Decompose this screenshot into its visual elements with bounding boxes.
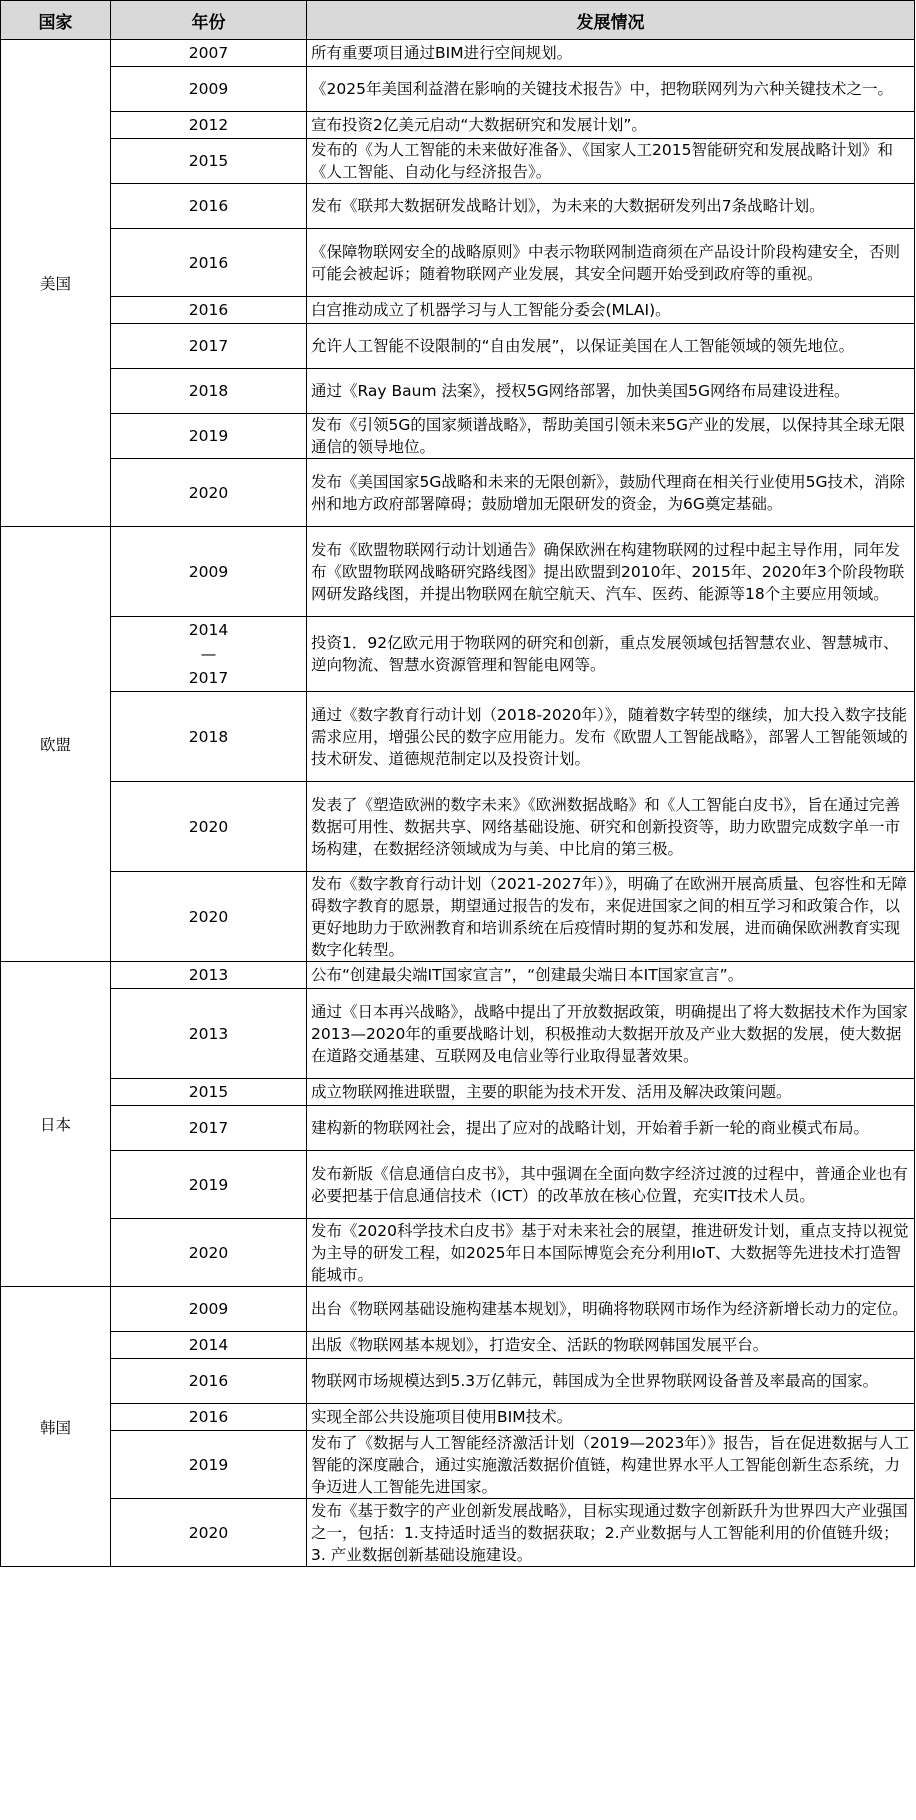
table-row [1, 1359, 915, 1404]
year-cell: 2017 [111, 1106, 307, 1151]
year-cell: 2012 [111, 112, 307, 139]
year-cell: 2020 [111, 782, 307, 872]
header-description: 发展情况 [307, 1, 915, 40]
table-row [1, 1079, 915, 1106]
description-cell: 成立物联网推进联盟，主要的职能为技术开发、活用及解决政策问题。 [307, 1079, 915, 1106]
description-cell: 发表了《塑造欧洲的数字未来》《欧洲数据战略》和《人工智能白皮书》，旨在通过完善数据可用性、数据共享、网络基础设施、研究和创新投资等，助力欧盟完成数字单一市场构建，在数据经济领域成为与美、中比肩的第三极。 [307, 782, 915, 872]
table-row [1, 40, 915, 67]
year-cell: 2016 [111, 297, 307, 324]
table-row [1, 1219, 915, 1287]
table-row [1, 527, 915, 617]
year-cell: 2017 [111, 324, 307, 369]
description-cell: 建构新的物联网社会，提出了应对的战略计划，开始着手新一轮的商业模式布局。 [307, 1106, 915, 1151]
description-cell: 《2025年美国利益潜在影响的关键技术报告》中，把物联网列为六种关键技术之一。 [307, 67, 915, 112]
year-cell: 2016 [111, 184, 307, 229]
table-body [1, 40, 915, 1567]
country-cell: 美国 [1, 40, 111, 527]
description-cell: 实现全部公共设施项目使用BIM技术。 [307, 1404, 915, 1431]
description-cell: 出台《物联网基础设施构建基本规划》，明确将物联网市场作为经济新增长动力的定位。 [307, 1287, 915, 1332]
header-country: 国家 [1, 1, 111, 40]
year-cell: 2019 [111, 1431, 307, 1499]
header-row [1, 1, 915, 40]
table-row [1, 1287, 915, 1332]
description-cell: 发布《美国国家5G战略和未来的无限创新》，鼓励代理商在相关行业使用5G技术，消除州和地方政府部署障碍；鼓励增加无限研发的资金，为6G奠定基础。 [307, 459, 915, 527]
description-cell: 通过《日本再兴战略》，战略中提出了开放数据政策，明确提出了将大数据技术作为国家2013—2020年的重要战略计划，积极推动大数据开放及产业大数据的发展，使大数据在道路交通基建、互联网及电信业等行业取得显著效果。 [307, 989, 915, 1079]
description-cell: 发布新版《信息通信白皮书》，其中强调在全面向数字经济过渡的过程中，普通企业也有必要把基于信息通信技术（ICT）的改革放在核心位置，充实IT技术人员。 [307, 1151, 915, 1219]
description-cell: 发布《欧盟物联网行动计划通告》确保欧洲在构建物联网的过程中起主导作用，同年发布《欧盟物联网战略研究路线图》提出欧盟到2010年、2015年、2020年3个阶段物联网研发路线图，并提出物联网在航空航天、汽车、医药、能源等18个主要应用领域。 [307, 527, 915, 617]
description-cell: 发布了《数据与人工智能经济激活计划（2019—2023年）》报告，旨在促进数据与人工智能的深度融合，通过实施激活数据价值链，构建世界水平人工智能创新生态系统，力争迈进人工智能先进国家。 [307, 1431, 915, 1499]
table-row [1, 1499, 915, 1567]
table-row [1, 989, 915, 1079]
year-cell: 2014 [111, 1332, 307, 1359]
year-cell: 2015 [111, 139, 307, 184]
country-cell: 欧盟 [1, 527, 111, 962]
table-row [1, 1332, 915, 1359]
table-row [1, 617, 915, 692]
description-cell: 发布的《为人工智能的未来做好准备》、《国家人工2015智能研究和发展战略计划》和《人工智能、自动化与经济报告》。 [307, 139, 915, 184]
description-cell: 宣布投资2亿美元启动“大数据研究和发展计划”。 [307, 112, 915, 139]
year-cell: 2020 [111, 459, 307, 527]
table-row [1, 184, 915, 229]
description-cell: 通过《数字教育行动计划（2018-2020年）》，随着数字转型的继续，加大投入数字技能需求应用，增强公民的数字应用能力。发布《欧盟人工智能战略》，部署人工智能领域的技术研发、道德规范制定以及投资计划。 [307, 692, 915, 782]
description-cell: 物联网市场规模达到5.3万亿韩元，韩国成为全世界物联网设备普及率最高的国家。 [307, 1359, 915, 1404]
year-cell: 2016 [111, 1359, 307, 1404]
table-row [1, 414, 915, 459]
table-row [1, 369, 915, 414]
table-row [1, 692, 915, 782]
table-row [1, 112, 915, 139]
table-row [1, 297, 915, 324]
table-row [1, 962, 915, 989]
description-cell: 发布《引领5G的国家频谱战略》，帮助美国引领未来5G产业的发展，以保持其全球无限通信的领导地位。 [307, 414, 915, 459]
year-cell: 2007 [111, 40, 307, 67]
table-row [1, 872, 915, 962]
year-cell: 2009 [111, 527, 307, 617]
table-row [1, 324, 915, 369]
description-cell: 出版《物联网基本规划》，打造安全、活跃的物联网韩国发展平台。 [307, 1332, 915, 1359]
description-cell: 通过《Ray Baum 法案》，授权5G网络部署，加快美国5G网络布局建设进程。 [307, 369, 915, 414]
table-row [1, 229, 915, 297]
description-cell: 《保障物联网安全的战略原则》中表示物联网制造商须在产品设计阶段构建安全，否则可能会被起诉；随着物联网产业发展，其安全问题开始受到政府等的重视。 [307, 229, 915, 297]
description-cell: 公布“创建最尖端IT国家宣言”，“创建最尖端日本IT国家宣言”。 [307, 962, 915, 989]
description-cell: 发布《基于数字的产业创新发展战略》，目标实现通过数字创新跃升为世界四大产业强国之一，包括：1.支持适时适当的数据获取；2.产业数据与人工智能利用的价值链升级；3. 产业数据创新基础设施建设。 [307, 1499, 915, 1567]
year-cell: 2014 — 2017 [111, 617, 307, 692]
year-cell: 2018 [111, 369, 307, 414]
country-cell: 韩国 [1, 1287, 111, 1567]
year-cell: 2009 [111, 67, 307, 112]
description-cell: 所有重要项目通过BIM进行空间规划。 [307, 40, 915, 67]
description-cell: 发布《数字教育行动计划（2021-2027年）》，明确了在欧洲开展高质量、包容性和无障碍数字教育的愿景，期望通过报告的发布，来促进国家之间的相互学习和政策合作，以更好地助力于欧洲教育和培训系统在后疫情时期的复苏和发展，进而确保欧洲教育实现数字化转型。 [307, 872, 915, 962]
year-cell: 2009 [111, 1287, 307, 1332]
year-cell: 2019 [111, 414, 307, 459]
header-year: 年份 [111, 1, 307, 40]
table-row [1, 67, 915, 112]
table-row [1, 1404, 915, 1431]
year-cell: 2018 [111, 692, 307, 782]
description-cell: 发布《2020科学技术白皮书》基于对未来社会的展望，推进研发计划，重点支持以视觉为主导的研发工程，如2025年日本国际博览会充分利用IoT、大数据等先进技术打造智能城市。 [307, 1219, 915, 1287]
year-cell: 2013 [111, 962, 307, 989]
year-cell: 2020 [111, 1499, 307, 1567]
table-row [1, 1151, 915, 1219]
year-cell: 2016 [111, 1404, 307, 1431]
description-cell: 允许人工智能不设限制的“自由发展”，以保证美国在人工智能领域的领先地位。 [307, 324, 915, 369]
year-cell: 2015 [111, 1079, 307, 1106]
table-row [1, 782, 915, 872]
year-cell: 2016 [111, 229, 307, 297]
description-cell: 发布《联邦大数据研发战略计划》，为未来的大数据研发列出7条战略计划。 [307, 184, 915, 229]
table-row [1, 1106, 915, 1151]
year-cell: 2020 [111, 1219, 307, 1287]
table-row [1, 459, 915, 527]
country-cell: 日本 [1, 962, 111, 1287]
year-cell: 2020 [111, 872, 307, 962]
table-row [1, 1431, 915, 1499]
description-cell: 投资1．92亿欧元用于物联网的研究和创新，重点发展领域包括智慧农业、智慧城市、逆向物流、智慧水资源管理和智能电网等。 [307, 617, 915, 692]
description-cell: 白宫推动成立了机器学习与人工智能分委会(MLAI)。 [307, 297, 915, 324]
table-row [1, 139, 915, 184]
year-cell: 2013 [111, 989, 307, 1079]
year-cell: 2019 [111, 1151, 307, 1219]
